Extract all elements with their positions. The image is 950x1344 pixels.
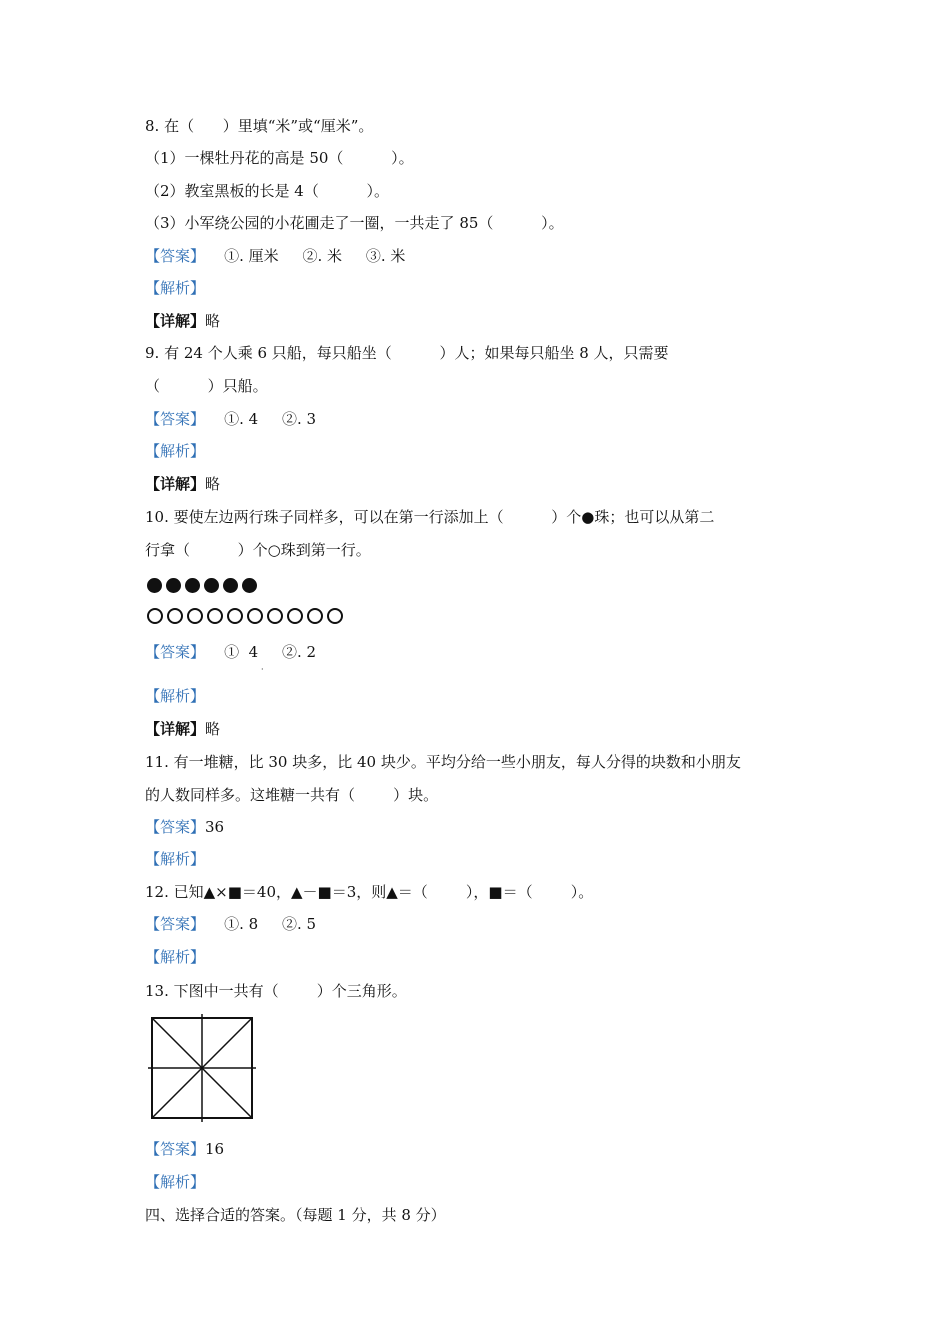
answer-text: 36 [205,818,225,836]
triangle-figure [148,1014,256,1122]
analysis-tag: 【解析】 [145,687,206,705]
hollow-bead [187,608,203,624]
analysis-tag: 【解析】 [145,850,206,868]
q8-sub3: （3）小军绕公园的小花圃走了一圈，一共走了 85（ ）。 [145,214,564,232]
q11-stem-line2: 的人数同样多。这堆糖一共有（ ）块。 [145,786,439,804]
q8-detail [145,311,220,331]
detail-text: 略 [205,720,221,738]
hollow-bead [167,608,183,624]
detail-text: 略 [205,475,221,493]
q12-analysis [145,947,205,967]
q10-answer [145,642,316,662]
answer-tag: 【答案】 [145,410,206,428]
hollow-bead-row [147,607,347,624]
q8-sub2: （2）教室黑板的长是 4（ ）。 [145,182,390,200]
q8-stem: 8. 在（ ）里填“米”或“厘米”。 [145,117,374,135]
filled-bead [223,578,238,593]
answer-text: ①. 4 ②. 3 [205,410,317,428]
q10-stem-line1: 10. 要使左边两行珠子同样多，可以在第一行添加上（ ）个●珠；也可以从第二 [145,508,715,526]
answer-tag: 【答案】 [145,643,206,661]
q10-analysis [145,686,205,706]
filled-bead [166,578,181,593]
hollow-bead [307,608,323,624]
q11-stem-line1: 11. 有一堆糖，比 30 块多，比 40 块少。平均分给一些小朋友，每人分得的块数和小朋友 [145,753,741,771]
filled-bead [147,578,162,593]
q10-detail [145,719,220,739]
hollow-bead [227,608,243,624]
answer-tag: 【答案】 [145,247,206,265]
q9-analysis [145,441,205,461]
q12-stem: 12. 已知▲×■＝40，▲－■＝3，则▲＝（ ），■＝（ ）。 [145,883,594,901]
answer-tag: 【答案】 [145,915,206,933]
stray-mark: · [261,665,264,674]
answer-text: ①. 8 ②. 5 [205,915,317,933]
q11-answer [145,817,224,837]
q11-analysis [145,849,205,869]
filled-bead-row [147,576,261,593]
q9-stem-line1: 9. 有 24 个人乘 6 只船，每只船坐（ ）人；如果每只船坐 8 人，只需要 [145,344,669,362]
answer-text: ①. 厘米 ②. 米 ③. 米 [205,247,406,265]
answer-tag: 【答案】 [145,1140,206,1158]
section-4-heading: 四、选择合适的答案。（每题 1 分，共 8 分） [145,1206,446,1224]
q13-answer [145,1139,224,1159]
answer-tag: 【答案】 [145,818,206,836]
q9-answer [145,409,316,429]
q12-answer [145,914,316,934]
q13-stem: 13. 下图中一共有（ ）个三角形。 [145,982,407,1000]
analysis-tag: 【解析】 [145,279,206,297]
analysis-tag: 【解析】 [145,442,206,460]
hollow-bead [287,608,303,624]
detail-tag: 【详解】 [145,475,206,493]
filled-bead [185,578,200,593]
hollow-bead [147,608,163,624]
detail-tag: 【详解】 [145,720,206,738]
analysis-tag: 【解析】 [145,1173,206,1191]
q13-analysis [145,1172,205,1192]
detail-tag: 【详解】 [145,312,206,330]
filled-bead [204,578,219,593]
q10-stem-line2: 行拿（ ）个○珠到第一行。 [145,541,371,559]
q8-sub1: （1）一棵牡丹花的高是 50（ ）。 [145,149,414,167]
filled-bead [242,578,257,593]
q9-stem-line2: （ ）只船。 [145,377,268,395]
answer-text: ① 4 ②. 2 [205,643,317,661]
hollow-bead [267,608,283,624]
q8-analysis [145,278,205,298]
detail-text: 略 [205,312,221,330]
hollow-bead [247,608,263,624]
q9-detail [145,474,220,494]
q8-answer [145,246,405,266]
hollow-bead [327,608,343,624]
analysis-tag: 【解析】 [145,948,206,966]
answer-text: 16 [205,1140,225,1158]
hollow-bead [207,608,223,624]
